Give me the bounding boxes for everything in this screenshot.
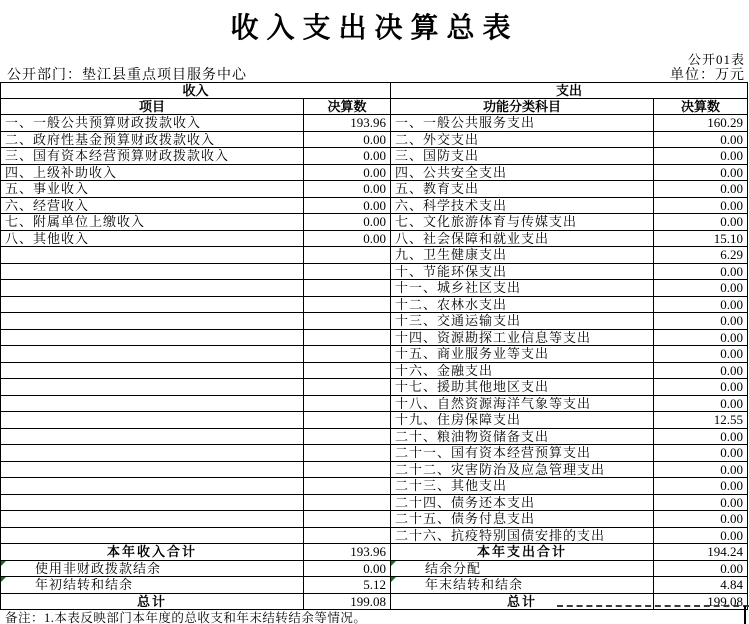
total-row	[1, 560, 748, 577]
income-value-cell[interactable]	[304, 395, 391, 412]
total-row	[1, 544, 748, 561]
income-total-value-cell[interactable]: 199.08	[304, 593, 391, 610]
expense-value-cell[interactable]: 0.00	[654, 445, 748, 462]
expense-item-cell[interactable]: 五、教育支出	[391, 181, 654, 198]
income-value-cell[interactable]	[304, 461, 391, 478]
expense-item-cell[interactable]: 二十、粮油物资储备支出	[391, 428, 654, 445]
income-value-cell[interactable]	[304, 362, 391, 379]
income-value-cell[interactable]: 0.00	[304, 197, 391, 214]
expense-value-cell[interactable]: 0.00	[654, 346, 748, 363]
income-value-cell[interactable]	[304, 280, 391, 297]
expense-item-cell[interactable]: 十二、农林水支出	[391, 296, 654, 313]
expense-item-cell[interactable]: 二、外交支出	[391, 131, 654, 148]
income-value-cell[interactable]	[304, 379, 391, 396]
expense-item-cell[interactable]: 十七、援助其他地区支出	[391, 379, 654, 396]
expense-item-cell[interactable]: 一、一般公共服务支出	[391, 115, 654, 132]
expense-item-cell[interactable]: 二十四、债务还本支出	[391, 494, 654, 511]
expense-item-cell[interactable]: 九、卫生健康支出	[391, 247, 654, 264]
expense-total-value-cell[interactable]: 4.84	[654, 577, 748, 594]
expense-item-cell[interactable]: 三、国防支出	[391, 148, 654, 165]
table-row	[1, 412, 748, 429]
expense-value-cell[interactable]: 0.00	[654, 494, 748, 511]
expense-value-cell[interactable]: 0.00	[654, 379, 748, 396]
income-item-cell[interactable]	[1, 494, 304, 511]
table-row	[1, 478, 748, 495]
expense-item-cell[interactable]: 十五、商业服务业等支出	[391, 346, 654, 363]
expense-value-cell[interactable]: 6.29	[654, 247, 748, 264]
income-item-cell[interactable]: 三、国有资本经营预算财政拨款收入	[1, 148, 304, 165]
expense-item-cell[interactable]: 十四、资源勘探工业信息等支出	[391, 329, 654, 346]
income-item-cell[interactable]	[1, 329, 304, 346]
table-row	[1, 115, 748, 132]
income-value-header-cell[interactable]: 决算数	[304, 99, 391, 115]
income-value-cell[interactable]	[304, 329, 391, 346]
department-label: 公开部门：垫江县重点项目服务中心	[7, 68, 247, 83]
table-code-label: 公开01表	[687, 52, 745, 67]
income-value-cell[interactable]	[304, 412, 391, 429]
expense-group-header-cell[interactable]: 支出	[391, 83, 748, 99]
income-value-cell[interactable]	[304, 263, 391, 280]
income-total-label-cell[interactable]: 本年收入合计	[1, 544, 304, 561]
expense-value-cell[interactable]: 0.00	[654, 329, 748, 346]
expense-item-cell[interactable]: 四、公共安全支出	[391, 164, 654, 181]
expense-item-cell[interactable]: 十三、交通运输支出	[391, 313, 654, 330]
expense-item-cell[interactable]: 十九、住房保障支出	[391, 412, 654, 429]
expense-item-cell[interactable]: 十、节能环保支出	[391, 263, 654, 280]
income-value-cell[interactable]	[304, 445, 391, 462]
expense-item-cell[interactable]: 二十一、国有资本经营预算支出	[391, 445, 654, 462]
table-row	[1, 395, 748, 412]
expense-total-label-cell[interactable]: 总计	[391, 593, 654, 610]
table-group-header-row	[1, 83, 748, 99]
table-row	[1, 313, 748, 330]
income-total-value-cell[interactable]: 193.96	[304, 544, 391, 561]
income-item-cell[interactable]	[1, 478, 304, 495]
income-item-cell[interactable]	[1, 461, 304, 478]
expense-total-label-cell[interactable]: 本年支出合计	[391, 544, 654, 561]
income-item-cell[interactable]: 四、上级补助收入	[1, 164, 304, 181]
table-row	[1, 280, 748, 297]
table-row	[1, 148, 748, 165]
table-row	[1, 379, 748, 396]
expense-value-cell[interactable]: 0.00	[654, 313, 748, 330]
income-value-cell[interactable]	[304, 478, 391, 495]
table-row	[1, 494, 748, 511]
expense-total-label-cell[interactable]: 年末结转和结余	[391, 577, 654, 594]
income-value-cell[interactable]	[304, 247, 391, 264]
expense-item-cell[interactable]: 二十二、灾害防治及应急管理支出	[391, 461, 654, 478]
expense-total-value-cell[interactable]: 199.08	[654, 593, 748, 610]
table-column-header-row	[1, 99, 748, 115]
unit-label: 单位：万元	[670, 68, 745, 83]
income-value-cell[interactable]: 0.00	[304, 131, 391, 148]
income-item-cell[interactable]	[1, 247, 304, 264]
expense-value-cell[interactable]: 0.00	[654, 461, 748, 478]
comment-indicator-icon	[1, 577, 6, 582]
income-item-header-cell[interactable]: 项目	[1, 99, 304, 115]
expense-item-cell[interactable]: 十八、自然资源海洋气象等支出	[391, 395, 654, 412]
income-total-label-cell[interactable]: 年初结转和结余	[1, 577, 304, 594]
income-value-cell[interactable]	[304, 428, 391, 445]
expense-value-cell[interactable]: 0.00	[654, 395, 748, 412]
income-value-cell[interactable]	[304, 296, 391, 313]
income-item-cell[interactable]	[1, 346, 304, 363]
expense-value-cell[interactable]: 0.00	[654, 478, 748, 495]
expense-item-cell[interactable]: 八、社会保障和就业支出	[391, 230, 654, 247]
income-item-cell[interactable]	[1, 313, 304, 330]
page-break-dashed-line	[557, 605, 749, 607]
table-row	[1, 428, 748, 445]
income-item-cell[interactable]: 五、事业收入	[1, 181, 304, 198]
table-row	[1, 346, 748, 363]
comment-indicator-icon	[391, 577, 396, 582]
expense-total-value-cell[interactable]: 0.00	[654, 560, 748, 577]
table-row	[1, 527, 748, 544]
expense-value-cell[interactable]: 0.00	[654, 428, 748, 445]
income-item-cell[interactable]	[1, 362, 304, 379]
table-row	[1, 362, 748, 379]
table-row	[1, 164, 748, 181]
income-value-cell[interactable]	[304, 346, 391, 363]
income-value-cell[interactable]: 193.96	[304, 115, 391, 132]
expense-value-cell[interactable]: 0.00	[654, 214, 748, 231]
expense-item-cell[interactable]: 十六、金融支出	[391, 362, 654, 379]
income-item-cell[interactable]: 七、附属单位上缴收入	[1, 214, 304, 231]
table-row	[1, 511, 748, 528]
expense-item-cell[interactable]: 二十三、其他支出	[391, 478, 654, 495]
table-row	[1, 230, 748, 247]
table-row	[1, 197, 748, 214]
expense-value-cell[interactable]: 0.00	[654, 263, 748, 280]
total-row	[1, 577, 748, 594]
table-row	[1, 445, 748, 462]
expense-item-cell[interactable]: 七、文化旅游体育与传媒支出	[391, 214, 654, 231]
expense-value-cell[interactable]: 12.55	[654, 412, 748, 429]
expense-value-cell[interactable]: 0.00	[654, 362, 748, 379]
income-total-label-cell[interactable]: 总计	[1, 593, 304, 610]
income-value-cell[interactable]	[304, 494, 391, 511]
income-total-value-cell[interactable]: 5.12	[304, 577, 391, 594]
meta-line	[7, 64, 745, 84]
expense-item-cell[interactable]: 十一、城乡社区支出	[391, 280, 654, 297]
income-item-cell[interactable]	[1, 511, 304, 528]
table-row	[1, 247, 748, 264]
expense-value-cell[interactable]: 0.00	[654, 197, 748, 214]
comment-indicator-icon	[1, 561, 6, 566]
table-row	[1, 181, 748, 198]
income-value-cell[interactable]: 0.00	[304, 181, 391, 198]
income-value-cell[interactable]: 0.00	[304, 164, 391, 181]
income-value-cell[interactable]	[304, 511, 391, 528]
expense-value-cell[interactable]: 0.00	[654, 164, 748, 181]
income-item-cell[interactable]: 一、一般公共预算财政拨款收入	[1, 115, 304, 132]
income-value-cell[interactable]: 0.00	[304, 230, 391, 247]
table-row	[1, 263, 748, 280]
page-break-vertical-line	[744, 606, 746, 624]
expense-total-value-cell[interactable]: 194.24	[654, 544, 748, 561]
table-row	[1, 131, 748, 148]
income-item-cell[interactable]: 二、政府性基金预算财政拨款收入	[1, 131, 304, 148]
expense-item-header-cell[interactable]: 功能分类科目	[391, 99, 654, 115]
income-total-value-cell[interactable]: 0.00	[304, 560, 391, 577]
table-row	[1, 461, 748, 478]
expense-value-cell[interactable]: 0.00	[654, 148, 748, 165]
footnote: 备注：1.本表反映部门本年度的总收支和年末结转结余等情况。	[5, 611, 367, 624]
income-value-cell[interactable]: 0.00	[304, 148, 391, 165]
comment-indicator-icon	[391, 561, 396, 566]
expense-value-cell[interactable]: 0.00	[654, 511, 748, 528]
income-value-cell[interactable]	[304, 313, 391, 330]
income-item-cell[interactable]: 八、其他收入	[1, 230, 304, 247]
expense-value-cell[interactable]: 15.10	[654, 230, 748, 247]
income-item-cell[interactable]	[1, 445, 304, 462]
table-row	[1, 329, 748, 346]
income-item-cell[interactable]	[1, 280, 304, 297]
expense-value-header-cell[interactable]: 决算数	[654, 99, 748, 115]
income-item-cell[interactable]	[1, 379, 304, 396]
income-item-cell[interactable]	[1, 395, 304, 412]
expense-total-label-cell[interactable]: 结余分配	[391, 560, 654, 577]
income-item-cell[interactable]	[1, 527, 304, 544]
income-total-label-cell[interactable]: 使用非财政拨款结余	[1, 560, 304, 577]
expense-value-cell[interactable]: 0.00	[654, 527, 748, 544]
table-row	[1, 296, 748, 313]
expense-value-cell[interactable]: 0.00	[654, 296, 748, 313]
budget-final-accounts-table	[0, 82, 748, 610]
expense-item-cell[interactable]: 六、科学技术支出	[391, 197, 654, 214]
expense-value-cell[interactable]: 0.00	[654, 181, 748, 198]
income-item-cell[interactable]	[1, 412, 304, 429]
income-item-cell[interactable]	[1, 263, 304, 280]
income-item-cell[interactable]: 六、经营收入	[1, 197, 304, 214]
income-item-cell[interactable]	[1, 296, 304, 313]
expense-value-cell[interactable]: 160.29	[654, 115, 748, 132]
income-group-header-cell[interactable]: 收入	[1, 83, 391, 99]
income-value-cell[interactable]: 0.00	[304, 214, 391, 231]
page-title: 收入支出决算总表	[230, 11, 519, 44]
table-row	[1, 214, 748, 231]
expense-value-cell[interactable]: 0.00	[654, 280, 748, 297]
expense-item-cell[interactable]: 二十五、债务付息支出	[391, 511, 654, 528]
income-value-cell[interactable]	[304, 527, 391, 544]
expense-item-cell[interactable]: 二十六、抗疫特别国债安排的支出	[391, 527, 654, 544]
income-item-cell[interactable]	[1, 428, 304, 445]
expense-value-cell[interactable]: 0.00	[654, 131, 748, 148]
